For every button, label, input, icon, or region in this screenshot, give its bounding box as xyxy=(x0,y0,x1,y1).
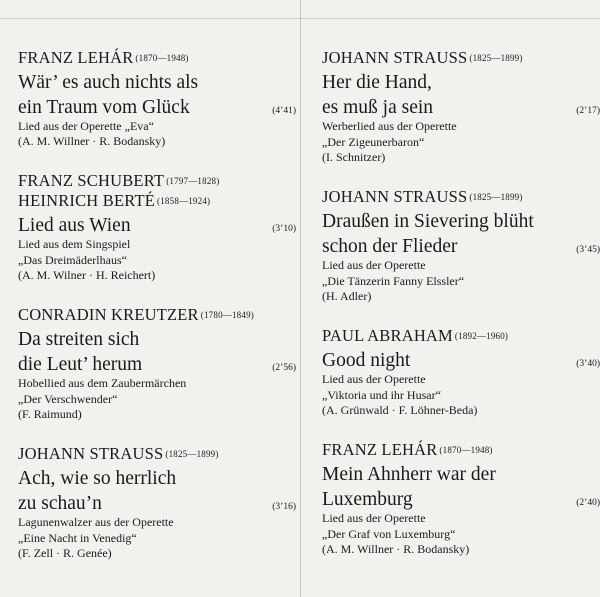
composer-years: (1825—1899) xyxy=(469,53,523,63)
track-description: „Der Zigeunerbaron“ xyxy=(322,135,425,149)
composer-line xyxy=(322,187,600,207)
track-title xyxy=(18,468,296,514)
composer-name: HEINRICH BERTÉ xyxy=(18,191,156,210)
track-title-line: schon der Flieder xyxy=(322,236,458,257)
track-description: „Viktoria und ihr Husar“ xyxy=(322,388,441,402)
track-entry xyxy=(18,305,296,422)
track-credits: (I. Schnitzer) xyxy=(322,150,386,164)
track-description: Werberlied aus der Operette xyxy=(322,119,457,133)
track-title-line: Her die Hand, xyxy=(322,72,432,93)
track-description: Lied aus der Operette xyxy=(322,258,426,272)
track-title-line: zu schau’n xyxy=(18,493,102,514)
composer-line xyxy=(322,326,600,346)
track-entry xyxy=(18,171,296,283)
track-duration: (4’41) xyxy=(272,106,296,116)
track-description: „Der Verschwender“ xyxy=(18,392,118,406)
track-duration: (3’10) xyxy=(272,224,296,234)
track-title xyxy=(322,211,600,257)
track-duration: (2’40) xyxy=(576,498,600,508)
composer-line xyxy=(18,171,296,191)
track-title-line: Da streiten sich xyxy=(18,329,140,350)
track-title xyxy=(18,215,296,236)
track-duration: (3’40) xyxy=(576,359,600,369)
track-credits: (A. M. Willner · R. Bodansky) xyxy=(18,134,166,148)
track-title xyxy=(322,350,600,371)
composer-line xyxy=(322,440,600,460)
track-entry xyxy=(18,444,296,561)
track-description: „Das Dreimäderlhaus“ xyxy=(18,253,127,267)
track-duration: (3’16) xyxy=(272,502,296,512)
track-title-line: Ach, wie so herrlich xyxy=(18,468,177,489)
track-title xyxy=(18,72,296,118)
composer-line xyxy=(18,444,296,464)
track-description: Lied aus dem Singspiel xyxy=(18,237,131,251)
composer-name: CONRADIN KREUTZER xyxy=(18,305,199,324)
track-title-line: Good night xyxy=(322,350,411,371)
track-title-line: Lied aus Wien xyxy=(18,215,131,236)
composer-name: FRANZ LEHÁR xyxy=(18,48,134,67)
right-column xyxy=(322,48,600,579)
composer-line xyxy=(18,48,296,68)
track-title-line: Wär’ es auch nichts als xyxy=(18,72,199,93)
composer-years: (1870—1948) xyxy=(439,445,493,455)
composer-name: JOHANN STRAUSS xyxy=(322,48,468,67)
composer-name: FRANZ LEHÁR xyxy=(322,440,438,459)
track-duration: (2’56) xyxy=(272,363,296,373)
track-entry xyxy=(18,48,296,149)
track-title xyxy=(322,72,600,118)
track-title-line: die Leut’ herum xyxy=(18,354,143,375)
track-credits: (F. Zell · R. Genée) xyxy=(18,546,112,560)
composer-years: (1797—1828) xyxy=(166,176,220,186)
track-credits: (A. M. Wilner · H. Reichert) xyxy=(18,268,156,282)
composer-name: JOHANN STRAUSS xyxy=(18,444,164,463)
track-credits: (F. Raimund) xyxy=(18,407,82,421)
track-description: „Die Tänzerin Fanny Elssler“ xyxy=(322,274,465,288)
composer-name: PAUL ABRAHAM xyxy=(322,326,453,345)
track-duration: (3’45) xyxy=(576,245,600,255)
track-description: Lagunenwalzer aus der Operette xyxy=(18,515,174,529)
column-divider xyxy=(300,0,301,597)
composer-line xyxy=(18,305,296,325)
track-title-line: ein Traum vom Glück xyxy=(18,97,190,118)
track-title xyxy=(18,329,296,375)
track-credits: (H. Adler) xyxy=(322,289,372,303)
track-entry xyxy=(322,187,600,304)
track-description: „Der Graf von Luxemburg“ xyxy=(322,527,456,541)
left-column xyxy=(18,48,296,583)
track-duration: (2’17) xyxy=(576,106,600,116)
composer-years: (1825—1899) xyxy=(165,449,219,459)
track-entry xyxy=(322,48,600,165)
track-entry xyxy=(322,326,600,418)
track-description: Lied aus der Operette „Eva“ xyxy=(18,119,154,133)
track-title-line: es muß ja sein xyxy=(322,97,434,118)
track-entry xyxy=(322,440,600,557)
composer-years: (1858—1924) xyxy=(157,196,211,206)
track-title-line: Luxemburg xyxy=(322,489,413,510)
track-description: Lied aus der Operette xyxy=(322,372,426,386)
composer-years: (1780—1849) xyxy=(200,310,254,320)
composer-line xyxy=(18,191,296,211)
track-description: „Eine Nacht in Venedig“ xyxy=(18,531,137,545)
track-credits: (A. Grünwald · F. Löhner-Beda) xyxy=(322,403,478,417)
track-title-line: Draußen in Sievering blüht xyxy=(322,211,534,232)
track-title xyxy=(322,464,600,510)
composer-years: (1892—1960) xyxy=(454,331,509,341)
composer-name: JOHANN STRAUSS xyxy=(322,187,468,206)
composer-name: FRANZ SCHUBERT xyxy=(18,171,165,190)
track-description: Lied aus der Operette xyxy=(322,511,426,525)
composer-years: (1870—1948) xyxy=(135,53,189,63)
track-credits: (A. M. Willner · R. Bodansky) xyxy=(322,542,470,556)
track-description: Hobellied aus dem Zaubermärchen xyxy=(18,376,187,390)
track-title-line: Mein Ahnherr war der xyxy=(322,464,496,485)
composer-line xyxy=(322,48,600,68)
composer-years: (1825—1899) xyxy=(469,192,523,202)
